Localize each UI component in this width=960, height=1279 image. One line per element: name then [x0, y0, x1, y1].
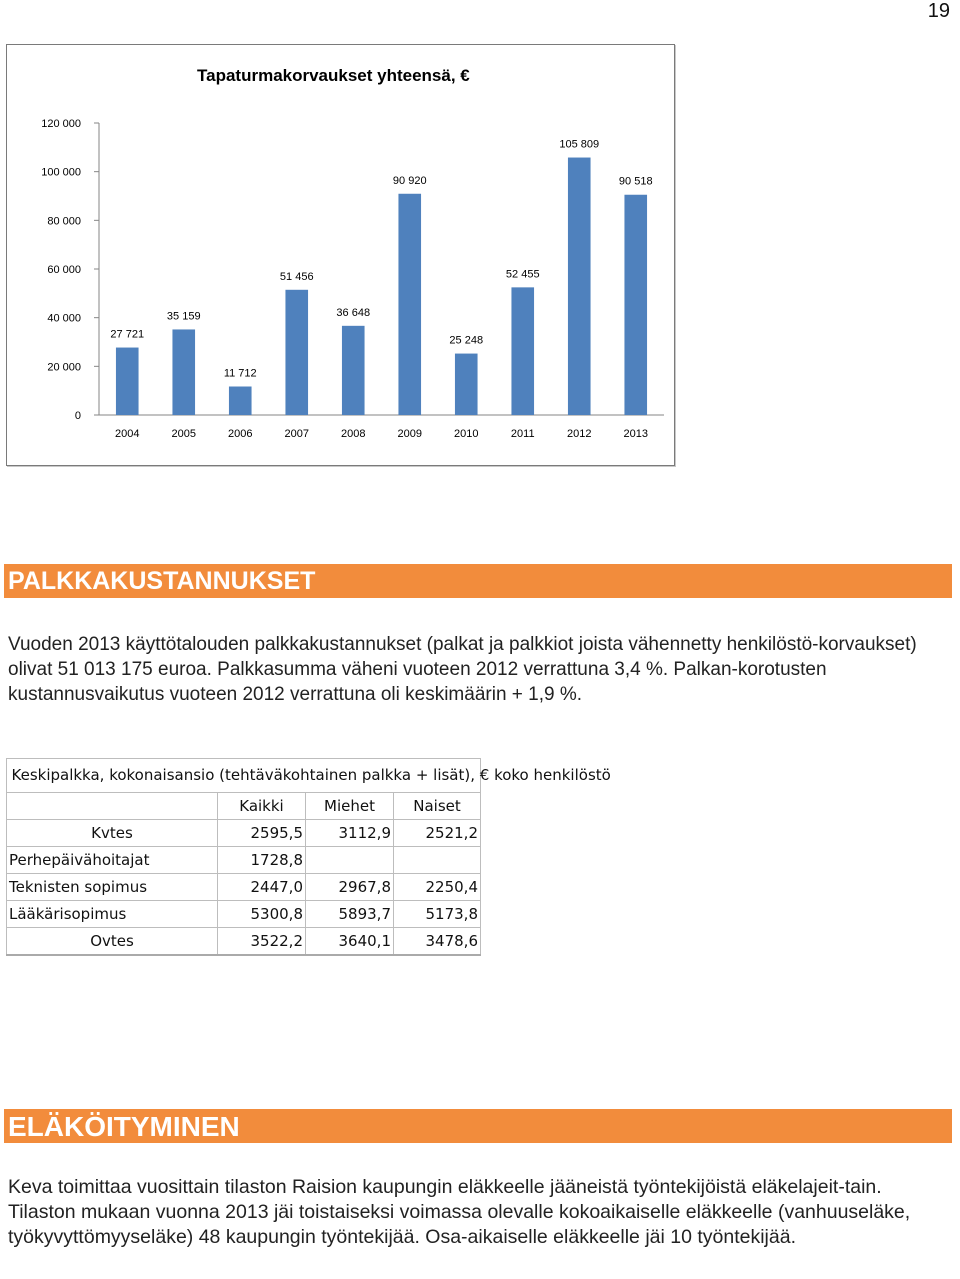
- data-label: 35 159: [166, 310, 201, 323]
- bar: [624, 195, 647, 415]
- x-category-label: 2008: [341, 428, 366, 440]
- y-tick-label: 60 000: [47, 264, 81, 276]
- table-title-text: Keskipalkka, kokonaisansio (tehtäväkohtainen palkka + lisät), € koko henkilöstö: [11, 766, 611, 784]
- y-tick-label: 0: [74, 410, 81, 422]
- bar: [568, 158, 591, 415]
- y-tick-label: 40 000: [47, 312, 81, 325]
- table-cell: 2447,0: [218, 874, 306, 901]
- table-row: [7, 928, 481, 956]
- table-cell: [394, 847, 481, 874]
- row-label: Teknisten sopimus: [7, 874, 218, 901]
- table-cell: 2967,8: [306, 874, 394, 901]
- row-label: Lääkärisopimus: [7, 901, 218, 928]
- table-header-cell: Naiset: [394, 793, 481, 820]
- table-header-cell: [7, 793, 218, 820]
- table-row: [7, 820, 481, 847]
- x-category-label: 2010: [454, 428, 479, 440]
- x-category-label: 2005: [171, 428, 196, 440]
- data-label: 51 456: [279, 270, 314, 283]
- data-label: 90 920: [392, 174, 427, 187]
- table-cell: [306, 847, 394, 874]
- section-title: PALKKAKUSTANNUKSET: [8, 567, 316, 595]
- data-label: 25 248: [449, 334, 484, 347]
- row-label: Ovtes: [7, 928, 218, 956]
- table-cell: 3522,2: [218, 928, 306, 956]
- table-cell: 5173,8: [394, 901, 481, 928]
- table-cell: 3112,9: [306, 820, 394, 847]
- table-cell: 5300,8: [218, 901, 306, 928]
- section-header-elakoityminen: [4, 1109, 952, 1143]
- bar: [116, 348, 139, 415]
- table-cell: 3640,1: [306, 928, 394, 956]
- table-title: [7, 759, 611, 793]
- data-label: 90 518: [618, 175, 653, 188]
- y-tick-label: 100 000: [41, 166, 81, 179]
- x-category-label: 2013: [623, 428, 648, 440]
- data-label: 11 712: [223, 367, 257, 380]
- x-category-label: 2006: [228, 428, 253, 440]
- bar: [172, 329, 195, 415]
- average-salary-table: [6, 758, 611, 956]
- chart-title: Tapaturmakorvaukset yhteensä, €: [197, 66, 470, 85]
- table-cell: 5893,7: [306, 901, 394, 928]
- table-cell: 2595,5: [218, 820, 306, 847]
- x-category-label: 2009: [397, 428, 422, 440]
- table-header-cell: Kaikki: [218, 793, 306, 820]
- bar: [398, 194, 421, 415]
- section-title: ELÄKÖITYMINEN: [8, 1111, 240, 1142]
- accident-compensation-chart: [6, 44, 675, 466]
- y-tick-label: 80 000: [47, 215, 81, 228]
- bar: [285, 290, 308, 415]
- table-header-cell: Miehet: [306, 793, 394, 820]
- x-category-label: 2004: [115, 428, 140, 440]
- data-label: 36 648: [336, 306, 371, 319]
- section-header-palkkakustannukset: [4, 564, 952, 598]
- y-tick-label: 20 000: [47, 361, 81, 374]
- bar: [229, 387, 252, 415]
- bar: [455, 354, 478, 415]
- table-header-row: [7, 793, 481, 820]
- table-row: [7, 847, 481, 874]
- retirement-paragraph: Keva toimittaa vuosittain tilaston Raision kaupungin eläkkeelle jääneistä työntekijöistä eläkelajeit-tain. Tilaston mukaan vuonna 2013 jäi toistaiseksi voimassa olevalle kokoaikaiselle eläkkeelle (vanhuuseläke, työkyvyttömyyseläke) 48 kaupungin työntekijää. Osa-aikaiselle eläkkeelle jäi 10 työntekijää.: [8, 1176, 911, 1248]
- y-tick-label: 120 000: [41, 118, 81, 130]
- data-label: 27 721: [110, 328, 145, 341]
- data-label: 52 455: [505, 268, 540, 281]
- x-category-label: 2007: [284, 428, 309, 440]
- table-cell: 2250,4: [394, 874, 481, 901]
- bar-chart-canvas: [7, 45, 674, 465]
- table-cell: 3478,6: [394, 928, 481, 956]
- table-cell: 1728,8: [218, 847, 306, 874]
- table-row: [7, 874, 481, 901]
- table-cell: 2521,2: [394, 820, 481, 847]
- x-category-label: 2011: [510, 428, 535, 440]
- x-category-label: 2012: [567, 428, 592, 440]
- row-label: Kvtes: [7, 820, 218, 847]
- page-number: 19: [927, 0, 950, 22]
- data-label: 105 809: [559, 138, 600, 151]
- bar: [342, 326, 365, 415]
- row-label: Perhepäivähoitajat: [7, 847, 218, 874]
- bar: [511, 287, 534, 415]
- salary-costs-paragraph: Vuoden 2013 käyttötalouden palkkakustannukset (palkat ja palkkiot joista vähennetty henkilöstö-korvaukset) olivat 51 013 175 euroa. Palkkasumma väheni vuoteen 2012 verrattuna 3,4 %. Palkan-korotusten kustannusvaikutus vuoteen 2012 verrattuna oli keskimäärin + 1,9 %.: [8, 634, 917, 705]
- table-row: [7, 901, 481, 928]
